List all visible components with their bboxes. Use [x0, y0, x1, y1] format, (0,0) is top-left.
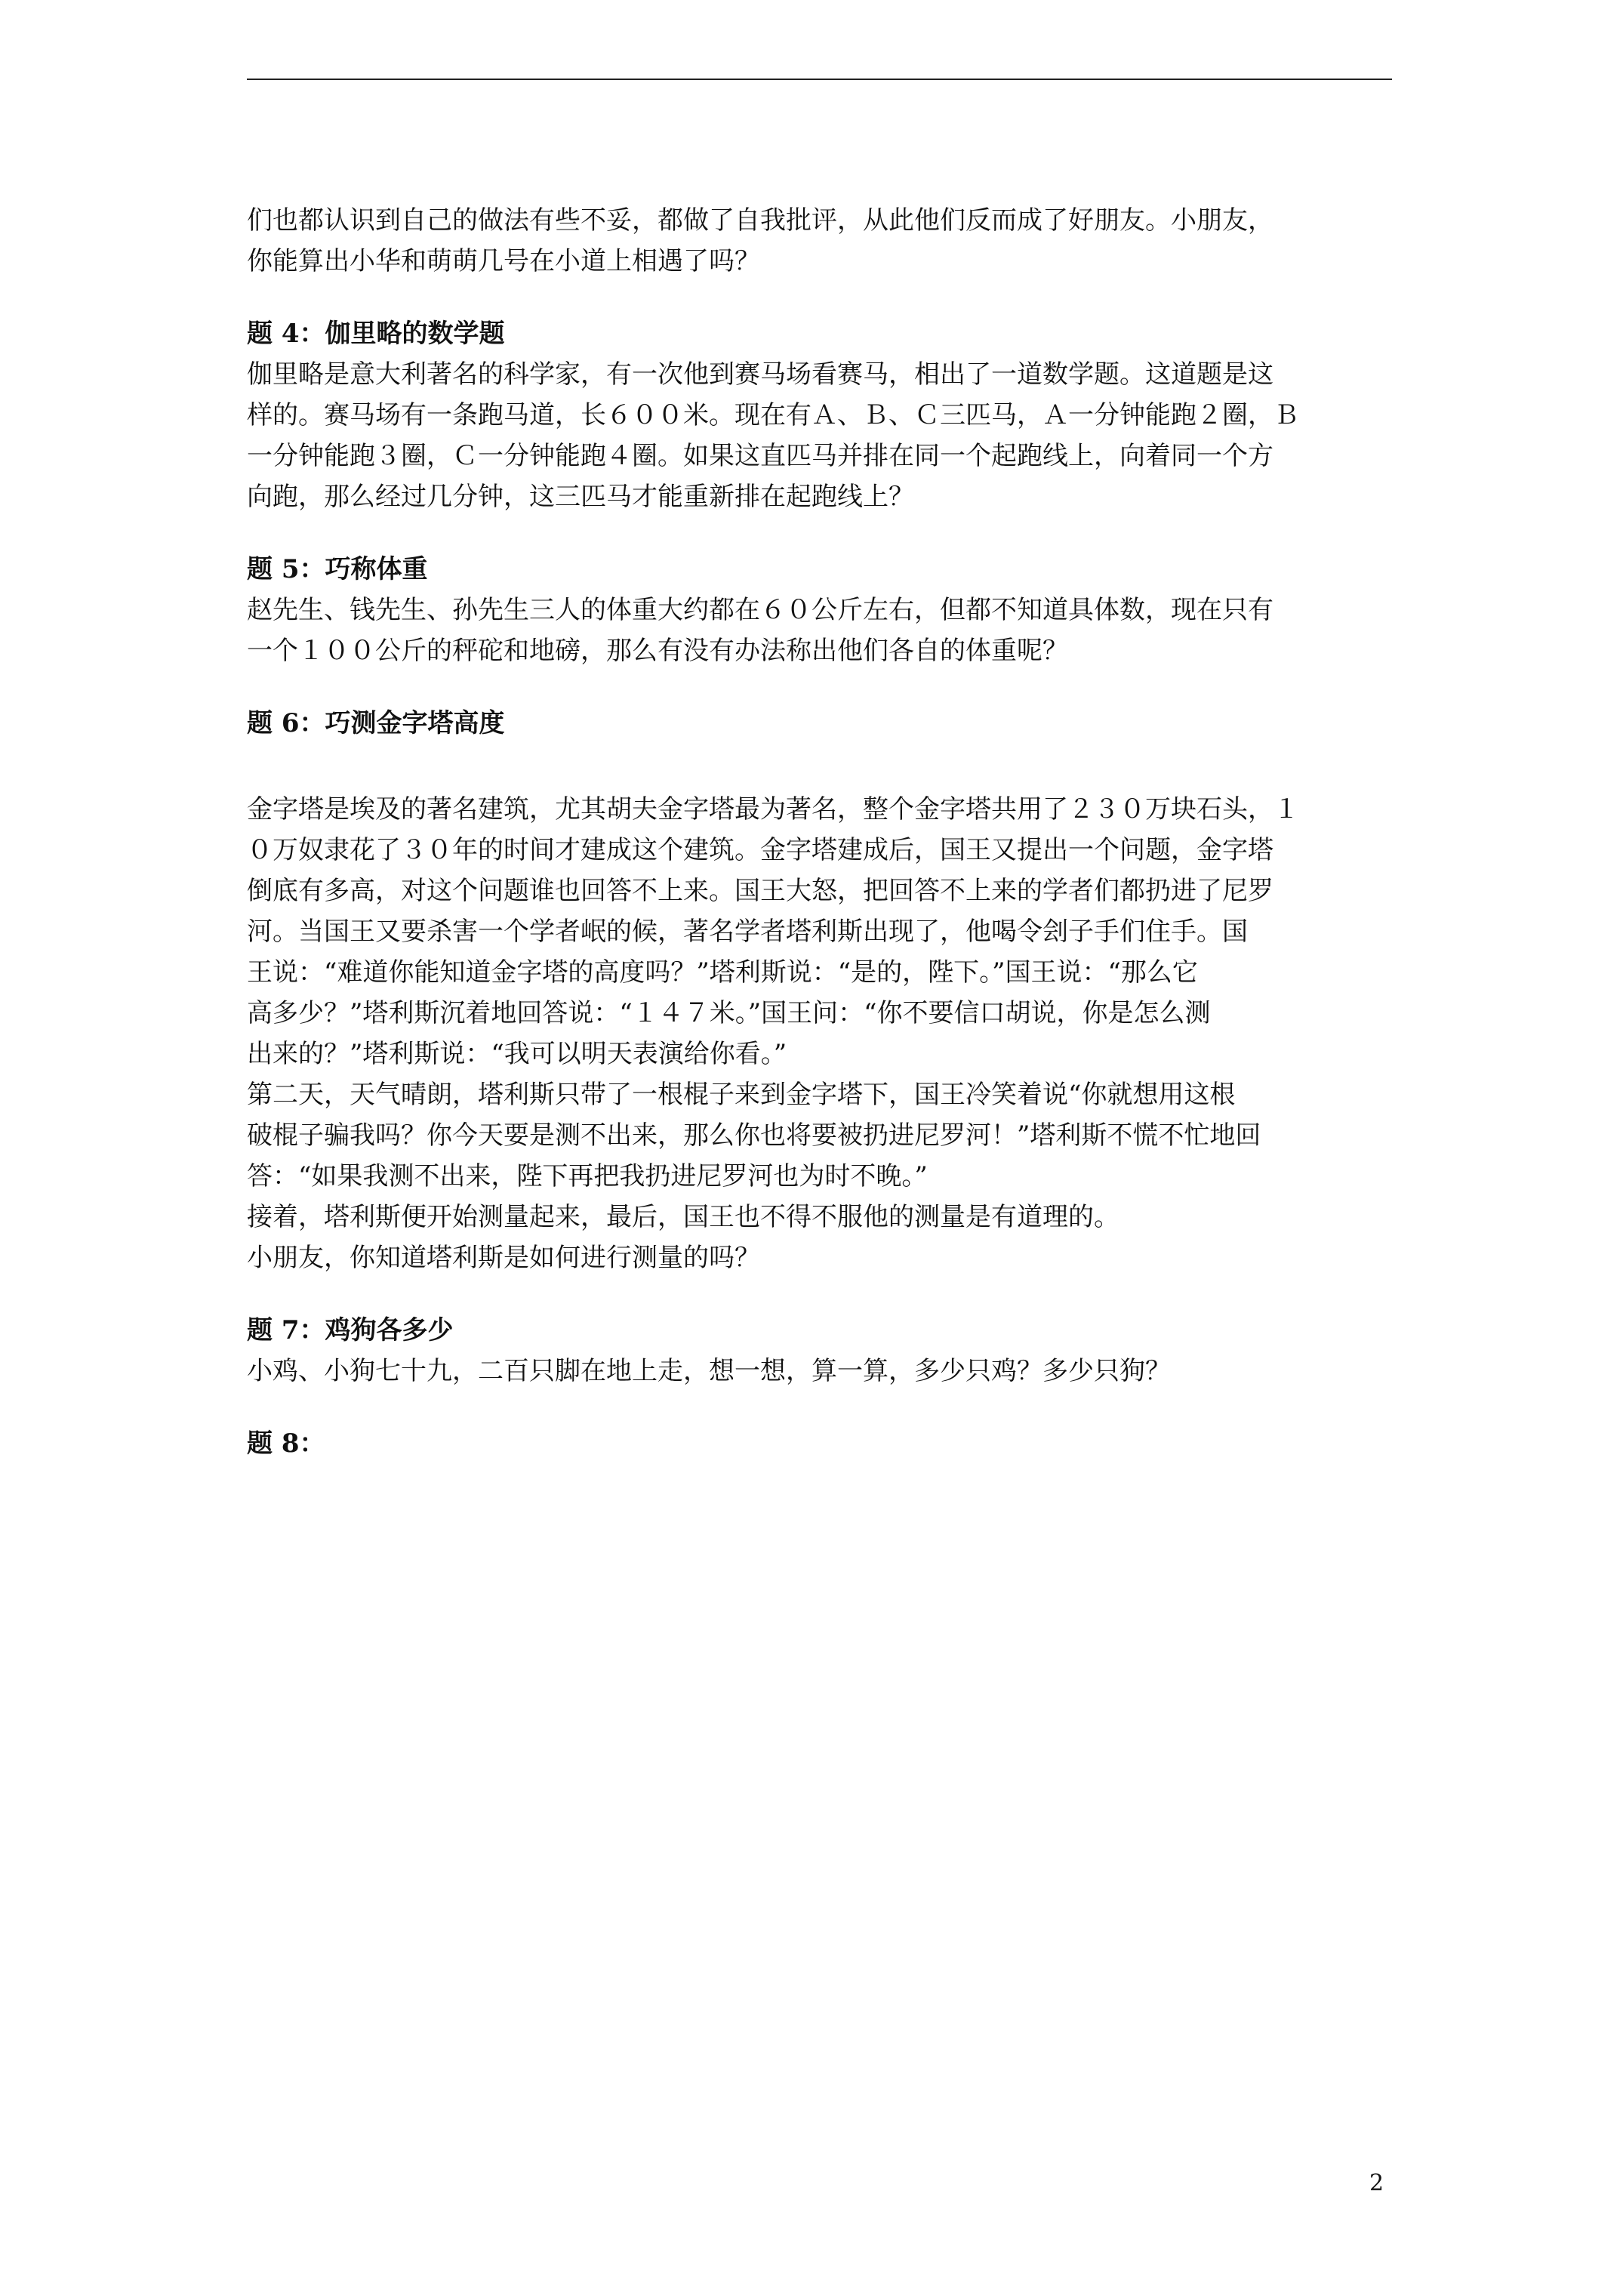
problem-6-line-3: 倒底有多高，对这个问题谁也回答不上来。国王大怒，把回答不上来的学者们都扔进了尼罗: [247, 876, 1273, 906]
problem-6-line-5: 王说：“难道你能知道金字塔的高度吗？”塔利斯说：“是的，陛下。”国王说：“那么它: [247, 957, 1198, 988]
problem-8-title: 题 8：: [247, 1428, 325, 1459]
problem-4-line-1: 伽里略是意大利著名的科学家，有一次他到赛马场看赛马，相出了一道数学题。这道题是这: [247, 359, 1273, 390]
problem-4-line-4: 向跑，那么经过几分钟，这三匹马才能重新排在起跑线上？: [247, 482, 914, 512]
page-number: 2: [1369, 2170, 1384, 2196]
problem-5-line-2: 一个１００公斤的秤砣和地磅，那么有没有办法称出他们各自的体重呢？: [247, 636, 1068, 666]
problem-6-line-7: 出来的？”塔利斯说：“我可以明天表演给你看。”: [247, 1039, 787, 1069]
problem-5-line-1: 赵先生、钱先生、孙先生三人的体重大约都在６０公斤左右，但都不知道具体数，现在只有: [247, 595, 1273, 625]
problem-5-title: 题 5：巧称体重: [247, 554, 428, 584]
problem-4-line-3: 一分钟能跑３圈，Ｃ一分钟能跑４圈。如果这直匹马并排在同一个起跑线上，向着同一个方: [247, 441, 1273, 471]
page-content: [247, 200, 1394, 1464]
problem-6-line-6: 高多少？”塔利斯沉着地回答说：“１４７米。”国王问：“你不要信口胡说，你是怎么测: [247, 998, 1211, 1028]
problem-6-line-10: 答：“如果我测不出来，陛下再把我扔进尼罗河也为时不晚。”: [247, 1161, 928, 1191]
problem-6-line-8: 第二天，天气晴朗，塔利斯只带了一根棍子来到金字塔下，国王冷笑着说“你就想用这根: [247, 1080, 1236, 1110]
problem-6-line-1: 金字塔是埃及的著名建筑，尤其胡夫金字塔最为著名，整个金字塔共用了２３０万块石头，１: [247, 794, 1299, 824]
problem-6-line-12: 小朋友，你知道塔利斯是如何进行测量的吗？: [247, 1243, 760, 1273]
intro-line-2: 你能算出小华和萌萌几号在小道上相遇了吗？: [247, 246, 760, 276]
problem-6-line-9: 破棍子骗我吗？你今天要是测不出来，那么你也将要被扔进尼罗河！”塔利斯不慌不忙地回: [247, 1120, 1261, 1151]
header-rule: [247, 79, 1392, 80]
problem-6-title: 题 6：巧测金字塔高度: [247, 708, 505, 738]
problem-7-title: 题 7：鸡狗各多少: [247, 1315, 454, 1345]
intro-line-1: 们也都认识到自己的做法有些不妥，都做了自我批评，从此他们反而成了好朋友。小朋友，: [247, 205, 1273, 236]
problem-4-title: 题 4：伽里略的数学题: [247, 319, 505, 349]
problem-6-line-2: ０万奴隶花了３０年的时间才建成这个建筑。金字塔建成后，国王又提出一个问题，金字塔: [247, 835, 1273, 865]
problem-6-line-4: 河。当国王又要杀害一个学者岷的候，著名学者塔利斯出现了，他喝令刽子手们住手。国: [247, 917, 1248, 947]
problem-4-line-2: 样的。赛马场有一条跑马道，长６００米。现在有Ａ、Ｂ、Ｃ三匹马，Ａ一分钟能跑２圈，Ｂ: [247, 400, 1299, 430]
problem-6-line-11: 接着，塔利斯便开始测量起来，最后，国王也不得不服他的测量是有道理的。: [247, 1202, 1119, 1232]
problem-7-line-1: 小鸡、小狗七十九，二百只脚在地上走，想一想，算一算，多少只鸡？多少只狗？: [247, 1356, 1171, 1386]
